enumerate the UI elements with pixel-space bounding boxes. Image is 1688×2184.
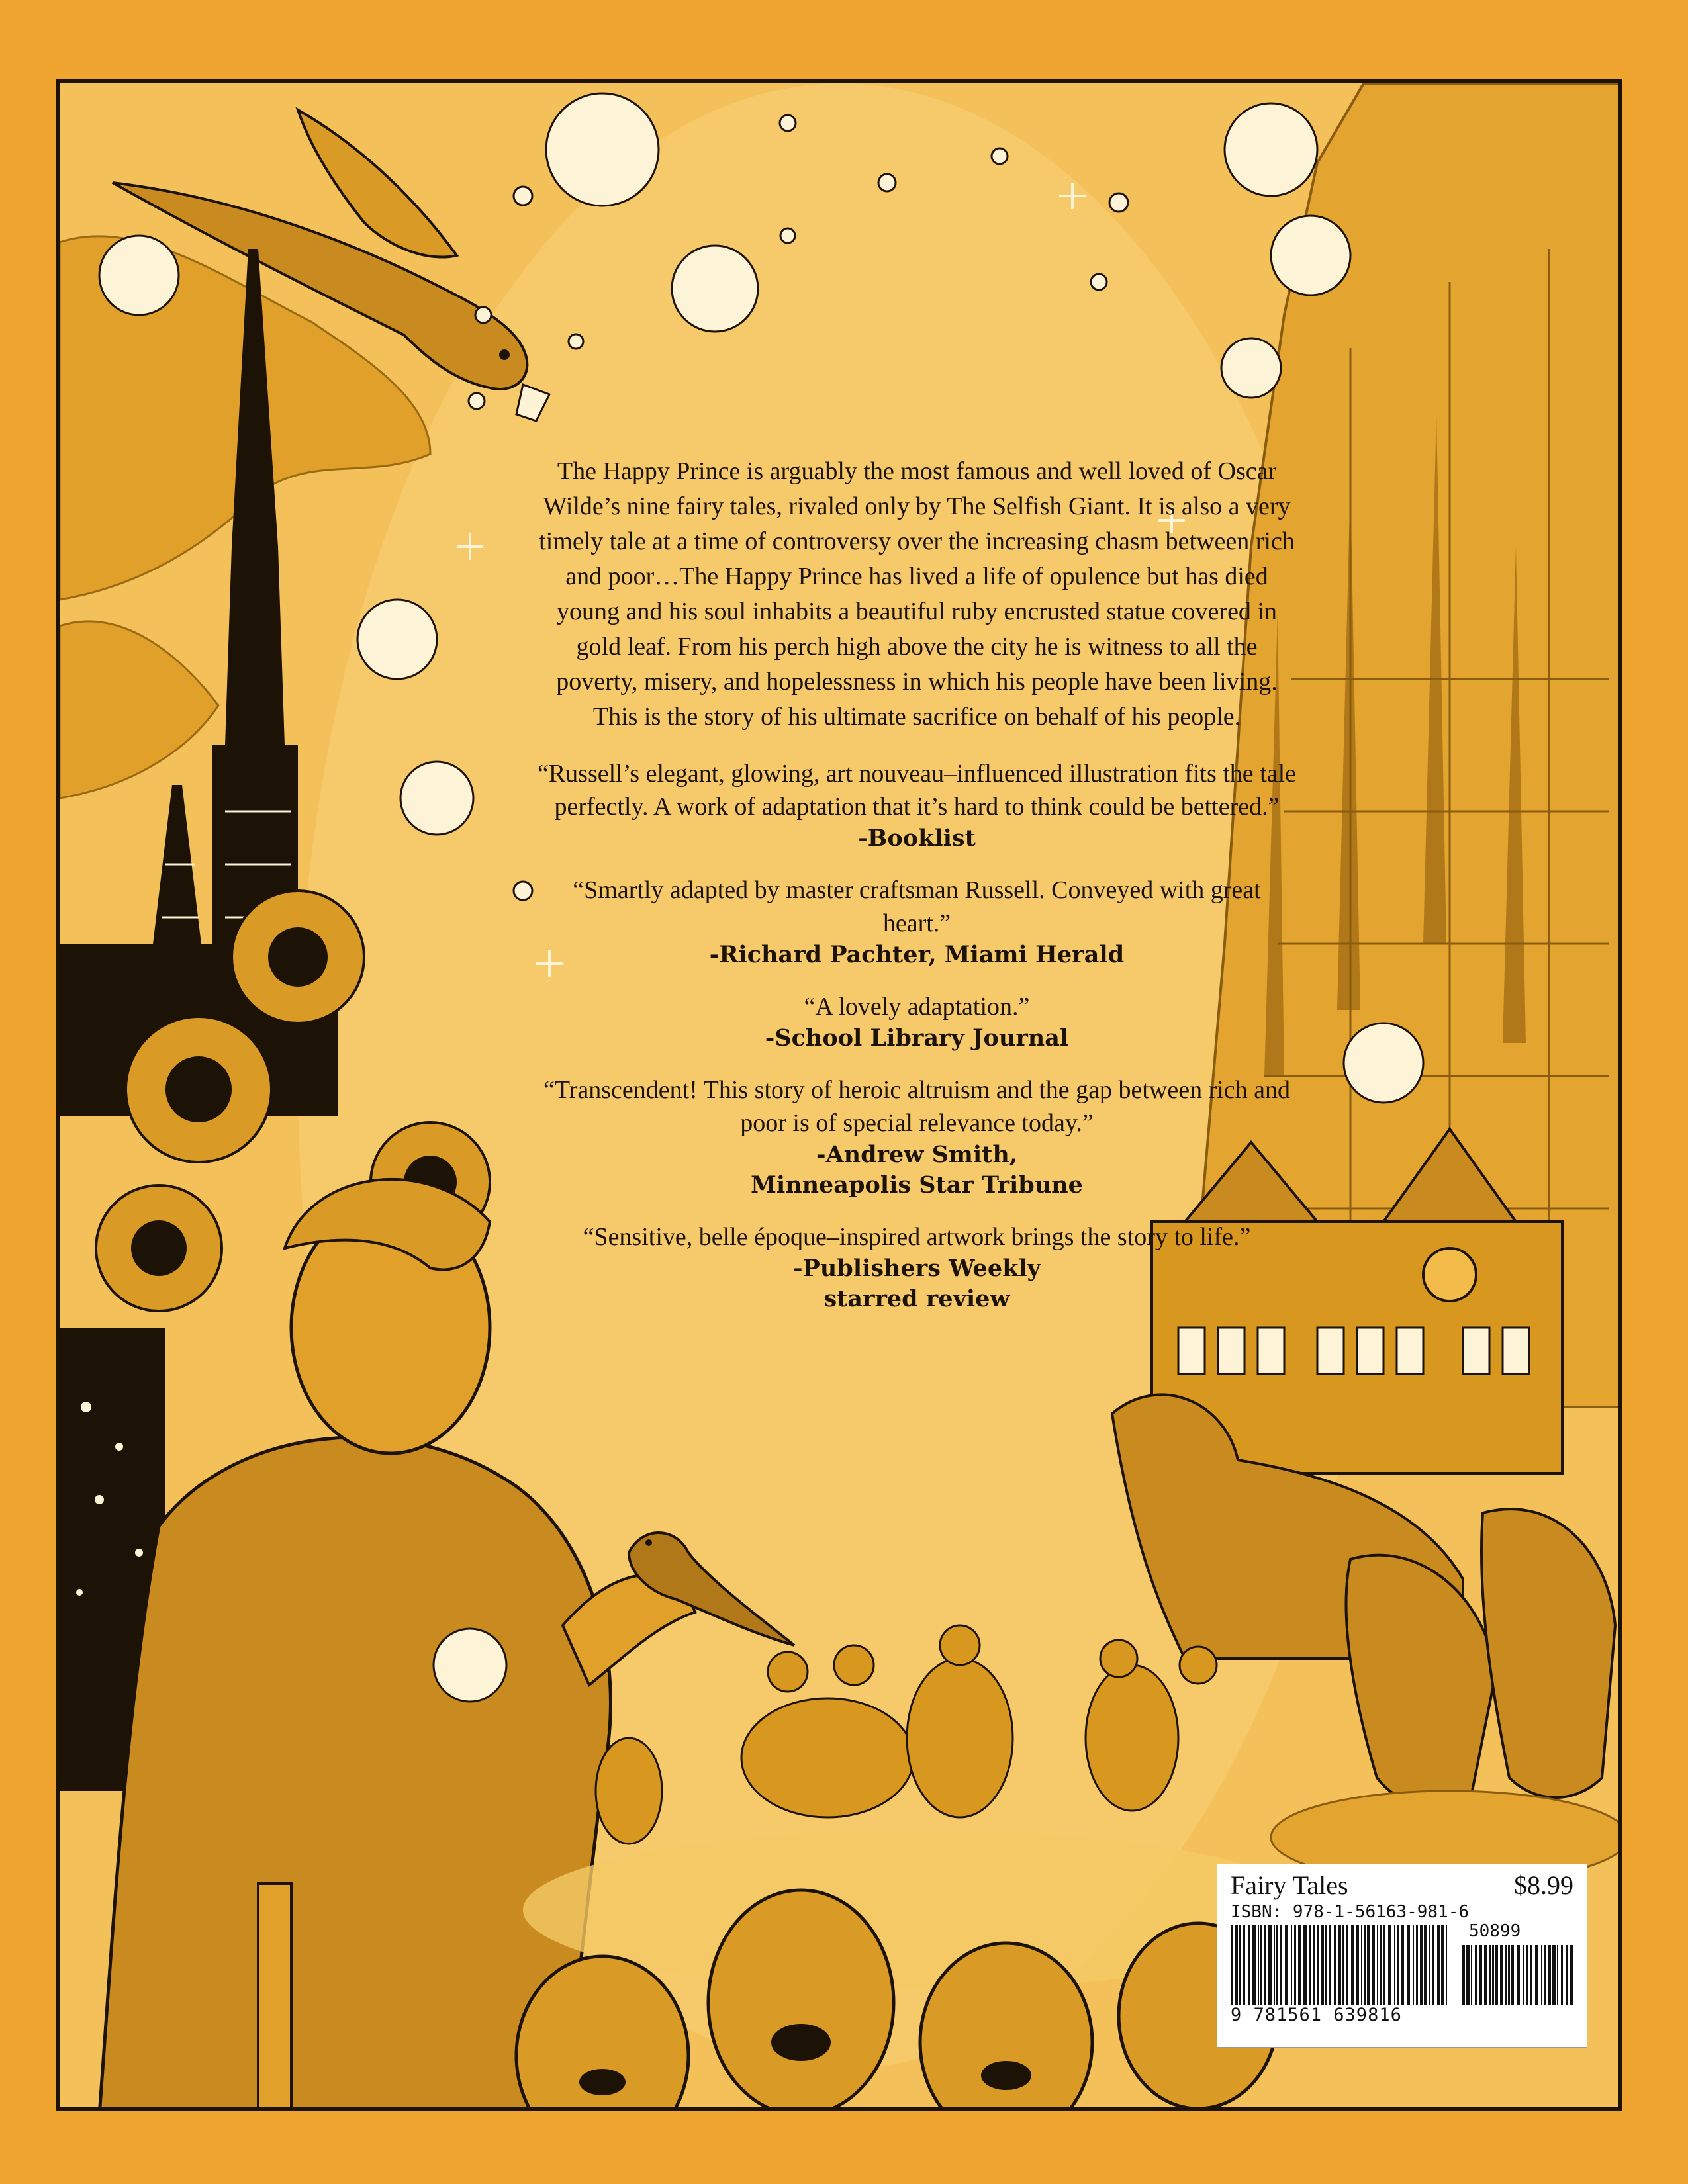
review-source: -School Library Journal: [765, 1024, 1069, 1052]
barcode-bar: [1280, 1925, 1282, 2005]
barcode-bar: [1548, 1945, 1551, 2005]
barcode-bar: [1479, 1945, 1482, 2005]
barcode-bar: [1523, 1945, 1524, 2005]
barcode-bar: [1252, 1925, 1256, 2005]
barcode-bar: [1541, 1945, 1542, 2005]
barcode-bar: [1466, 1945, 1470, 2005]
barcode-bar: [1309, 1925, 1311, 2005]
barcode-bar: [1367, 1925, 1370, 2005]
barcode-bar: [1441, 1925, 1444, 2005]
barcode-bar: [1258, 1925, 1259, 2005]
barcode-bar: [1557, 1945, 1558, 2005]
review-school-library-journal: [536, 990, 1297, 1054]
review-source: -Richard Pachter, Miami Herald: [709, 941, 1125, 968]
barcode-bar: [1313, 1925, 1315, 2005]
back-cover-text: [536, 454, 1297, 1334]
barcode-bar: [1407, 1925, 1410, 2005]
review-text: “Transcendent! This story of heroic altruism and the gap between rich and poor is of special relevance today.”: [543, 1076, 1291, 1137]
barcode-bar: [1471, 1945, 1472, 2005]
barcode-bar: [1268, 1925, 1272, 2005]
barcode-bar: [1526, 1945, 1528, 2005]
barcode-bar: [1416, 1925, 1418, 2005]
barcode-bar: [1377, 1925, 1378, 2005]
barcode-bar: [1294, 1925, 1296, 2005]
barcode-bar: [1420, 1925, 1423, 2005]
barcode-bar: [1437, 1925, 1440, 2005]
barcode-bar: [1329, 1925, 1331, 2005]
barcode-bar: [1432, 1925, 1434, 2005]
barcode-bar: [1429, 1925, 1430, 2005]
barcode-bar: [1342, 1925, 1344, 2005]
ean-number: 9 781561 639816: [1231, 2005, 1402, 2025]
barcode-bar: [1544, 1945, 1546, 2005]
barcode-bar: [1334, 1925, 1336, 2005]
price-barcode-box: [1217, 1864, 1587, 2048]
review-text: “A lovely adaptation.”: [804, 993, 1030, 1021]
barcode-bar: [1248, 1925, 1250, 2005]
review-publishers-weekly: [536, 1220, 1297, 1314]
barcode-bar: [1383, 1925, 1385, 2005]
barcode: [1231, 1921, 1573, 2025]
barcode-bar: [1492, 1945, 1494, 2005]
price-label: $8.99: [1514, 1870, 1573, 1900]
barcode-bar: [1397, 1925, 1399, 2005]
barcode-bar: [1401, 1925, 1404, 2005]
barcode-bar: [1364, 1925, 1366, 2005]
barcode-bar: [1260, 1925, 1262, 2005]
barcode-bar: [1500, 1945, 1503, 2005]
barcode-bar: [1231, 1925, 1233, 2005]
barcode-bar: [1484, 1945, 1487, 2005]
barcode-bar: [1264, 1925, 1266, 2005]
review-star-tribune: [536, 1073, 1297, 1201]
addon-barcode: [1462, 1945, 1575, 2005]
barcode-bar: [1535, 1945, 1538, 2005]
ean-barcode: [1231, 1925, 1449, 2005]
barcode-bar: [1285, 1925, 1288, 2005]
barcode-bar: [1361, 1925, 1362, 2005]
review-source: -Andrew Smith, Minneapolis Star Tribune: [751, 1141, 1083, 1199]
barcode-bar: [1413, 1925, 1414, 2005]
review-source: -Booklist: [858, 825, 976, 852]
barcode-bar: [1508, 1945, 1510, 2005]
barcode-bar: [1388, 1925, 1391, 2005]
barcode-bar: [1346, 1925, 1348, 2005]
barcode-bar: [1380, 1925, 1382, 2005]
barcode-bar: [1303, 1925, 1307, 2005]
barcode-bar: [1291, 1925, 1292, 2005]
barcode-bar: [1321, 1925, 1324, 2005]
barcode-bar: [1495, 1945, 1498, 2005]
isbn-label: ISBN: 978-1-56163-981-6: [1231, 1902, 1470, 1922]
barcode-bar: [1475, 1945, 1477, 2005]
review-source: -Publishers Weekly starred review: [793, 1255, 1041, 1312]
barcode-bar: [1317, 1925, 1319, 2005]
barcode-bar: [1243, 1925, 1245, 2005]
barcode-bar: [1424, 1925, 1427, 2005]
review-text: “Russell’s elegant, glowing, art nouveau–influenced illustration fits the tale perfectly. A work of adaptation that it’s hard to think could be bettered.”: [537, 760, 1297, 821]
barcode-bar: [1239, 1925, 1241, 2005]
barcode-bar: [1552, 1945, 1556, 2005]
barcode-bar: [1505, 1945, 1507, 2005]
barcode-bar: [1561, 1945, 1563, 2005]
barcode-bar: [1276, 1925, 1278, 2005]
barcode-bar: [1566, 1945, 1568, 2005]
category-label: Fairy Tales: [1231, 1870, 1348, 1900]
barcode-bar: [1511, 1945, 1514, 2005]
barcode-bar: [1462, 1945, 1465, 2005]
barcode-bar: [1489, 1945, 1491, 2005]
barcode-bar: [1394, 1925, 1395, 2005]
barcode-bar: [1356, 1925, 1359, 2005]
barcode-bar: [1517, 1945, 1520, 2005]
barcode-bar: [1338, 1925, 1341, 2005]
synopsis: The Happy Prince is arguably the most famous and well loved of Oscar Wilde’s nine fairy tales, rivaled only by The Selfish Giant. It is also a very timely tale at a time of controversy over the increasing chasm between rich and poor…The Happy Prince has lived a life of opulence but has died young and his soul inhabits a beautiful ruby encrusted statue covered in gold leaf. From his perch high above the city he is witness to all the poverty, misery, and hopelessness in which his people have been living. This is the story of his ultimate sacrifice on behalf of his people.: [539, 457, 1295, 731]
barcode-bar: [1570, 1945, 1573, 2005]
barcode-bar: [1530, 1945, 1532, 2005]
barcode-bar: [1274, 1925, 1275, 2005]
review-text: “Smartly adapted by master craftsman Russell. Conveyed with great heart.”: [573, 876, 1261, 937]
illustration-panel: [56, 79, 1622, 2111]
barcode-bar: [1235, 1925, 1238, 2005]
review-text: “Sensitive, belle époque–inspired artwork brings the story to life.”: [583, 1223, 1251, 1251]
review-booklist: [536, 757, 1297, 854]
barcode-bar: [1298, 1925, 1301, 2005]
barcode-bar: [1325, 1925, 1327, 2005]
barcode-bar: [1446, 1925, 1447, 2005]
addon-number: 50899: [1469, 1921, 1521, 1941]
barcode-bar: [1351, 1925, 1354, 2005]
barcode-bar: [1372, 1925, 1375, 2005]
review-miami-herald: [536, 874, 1297, 970]
